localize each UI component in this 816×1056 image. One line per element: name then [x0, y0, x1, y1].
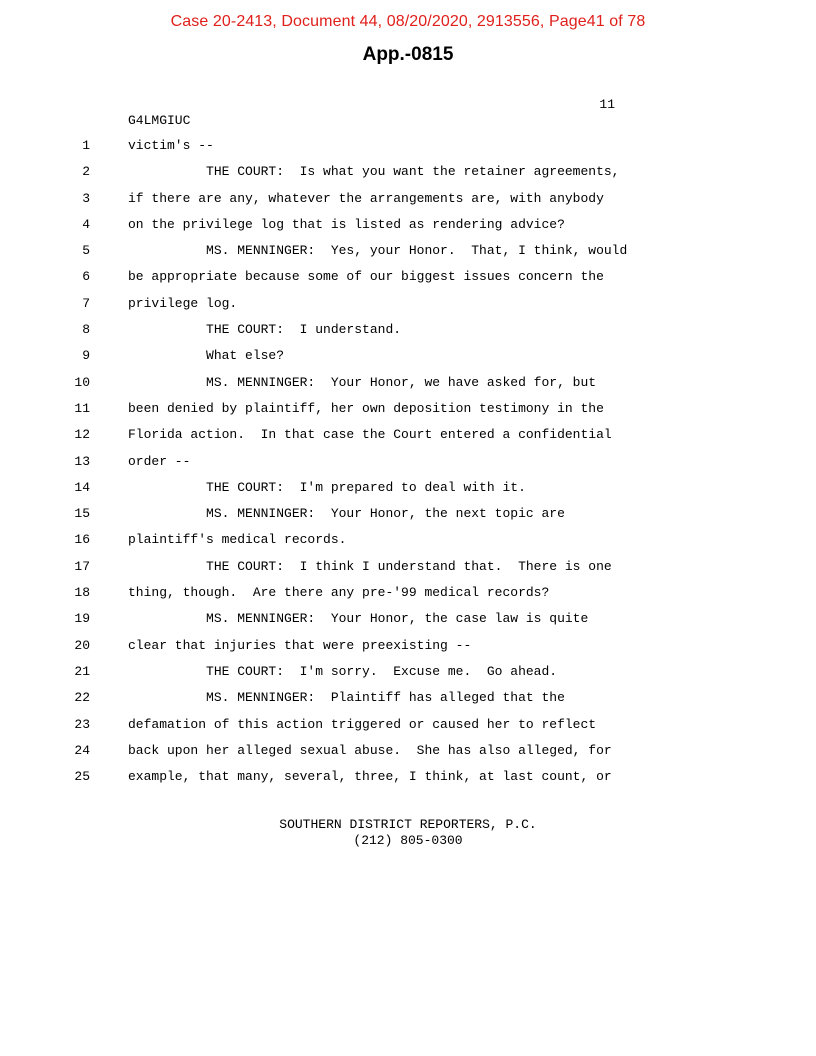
transcript-line [0, 532, 816, 558]
transcript-line [0, 375, 816, 401]
line-text: thing, though. Are there any pre-'99 medical records? [128, 585, 550, 601]
line-number: 6 [82, 269, 90, 285]
line-number: 8 [82, 322, 90, 338]
transcript-line [0, 191, 816, 217]
line-number: 14 [74, 479, 90, 495]
line-number: 20 [74, 637, 90, 653]
transcript-line [0, 664, 816, 690]
line-number: 16 [74, 532, 90, 548]
line-text: been denied by plaintiff, her own deposition testimony in the [128, 400, 604, 416]
line-number: 24 [74, 742, 90, 758]
line-text: MS. MENNINGER: Your Honor, the next topic are [128, 506, 565, 522]
line-text: Florida action. In that case the Court entered a confidential [128, 427, 612, 443]
line-number: 2 [82, 164, 90, 180]
transcript-line [0, 401, 816, 427]
line-number: 23 [74, 716, 90, 732]
line-text: clear that injuries that were preexisting -- [128, 637, 472, 653]
transcript-line [0, 348, 816, 374]
line-text: on the privilege log that is listed as rendering advice? [128, 216, 565, 232]
transcript-line [0, 690, 816, 716]
line-text: MS. MENNINGER: Yes, your Honor. That, I think, would [128, 243, 628, 259]
line-number: 19 [74, 611, 90, 627]
transcript-line [0, 217, 816, 243]
line-text: privilege log. [128, 295, 238, 311]
page-number: 11 [599, 97, 615, 112]
line-number: 13 [74, 453, 90, 469]
transcript-line [0, 164, 816, 190]
reporter-phone: (212) 805-0300 [353, 833, 463, 848]
line-text: plaintiff's medical records. [128, 532, 347, 548]
transcript-line [0, 322, 816, 348]
reporter-footer [0, 817, 816, 849]
line-text: THE COURT: I understand. [128, 322, 402, 338]
line-number: 10 [74, 374, 90, 390]
line-number: 18 [74, 585, 90, 601]
line-number: 21 [74, 663, 90, 679]
line-number: 12 [74, 427, 90, 443]
line-text: THE COURT: Is what you want the retainer agreements, [128, 164, 620, 180]
line-text: victim's -- [128, 138, 214, 153]
transcript-line [0, 506, 816, 532]
line-text: back upon her alleged sexual abuse. She has also alleged, for [128, 742, 612, 758]
line-text: example, that many, several, three, I think, at last count, or [128, 769, 612, 785]
transcript-line [0, 269, 816, 295]
line-text: if there are any, whatever the arrangements are, with anybody [128, 190, 604, 206]
line-number: 5 [82, 243, 90, 259]
transcript-line [0, 427, 816, 453]
line-number: 1 [82, 138, 90, 153]
transcript-line [0, 638, 816, 664]
transcript-line [0, 769, 816, 795]
line-text: What else? [128, 348, 285, 364]
line-number: 3 [82, 190, 90, 206]
transcript-line [0, 138, 816, 164]
line-text: MS. MENNINGER: Your Honor, we have asked for, but [128, 374, 597, 390]
transcript-line [0, 296, 816, 322]
transcript-line [0, 480, 816, 506]
line-text: THE COURT: I'm prepared to deal with it. [128, 479, 526, 495]
line-text: THE COURT: I think I understand that. There is one [128, 558, 612, 574]
line-number: 4 [82, 216, 90, 232]
line-text: defamation of this action triggered or caused her to reflect [128, 716, 597, 732]
reporter-name: SOUTHERN DISTRICT REPORTERS, P.C. [279, 817, 537, 832]
app-number: App.-0815 [362, 44, 454, 65]
line-number: 11 [74, 400, 90, 416]
line-text: THE COURT: I'm sorry. Excuse me. Go ahead. [128, 663, 558, 679]
line-number: 17 [74, 558, 90, 574]
line-number: 25 [74, 769, 90, 785]
line-number: 9 [82, 348, 90, 364]
case-stamp: Case 20-2413, Document 44, 08/20/2020, 2913556, Page41 of 78 [170, 13, 646, 30]
transcript-line [0, 454, 816, 480]
transcript-line [0, 559, 816, 585]
line-text: order -- [128, 453, 191, 469]
transcript-line [0, 585, 816, 611]
line-number: 22 [74, 690, 90, 706]
case-id: G4LMGIUC [128, 113, 191, 128]
transcript-line [0, 743, 816, 769]
transcript-line [0, 611, 816, 637]
transcript-lines [0, 138, 816, 795]
line-number: 15 [74, 506, 90, 522]
transcript-line [0, 243, 816, 269]
line-number: 7 [82, 295, 90, 311]
line-text: MS. MENNINGER: Plaintiff has alleged that the [128, 690, 565, 706]
line-text: MS. MENNINGER: Your Honor, the case law is quite [128, 611, 589, 627]
line-text: be appropriate because some of our biggest issues concern the [128, 269, 604, 285]
transcript-line [0, 717, 816, 743]
